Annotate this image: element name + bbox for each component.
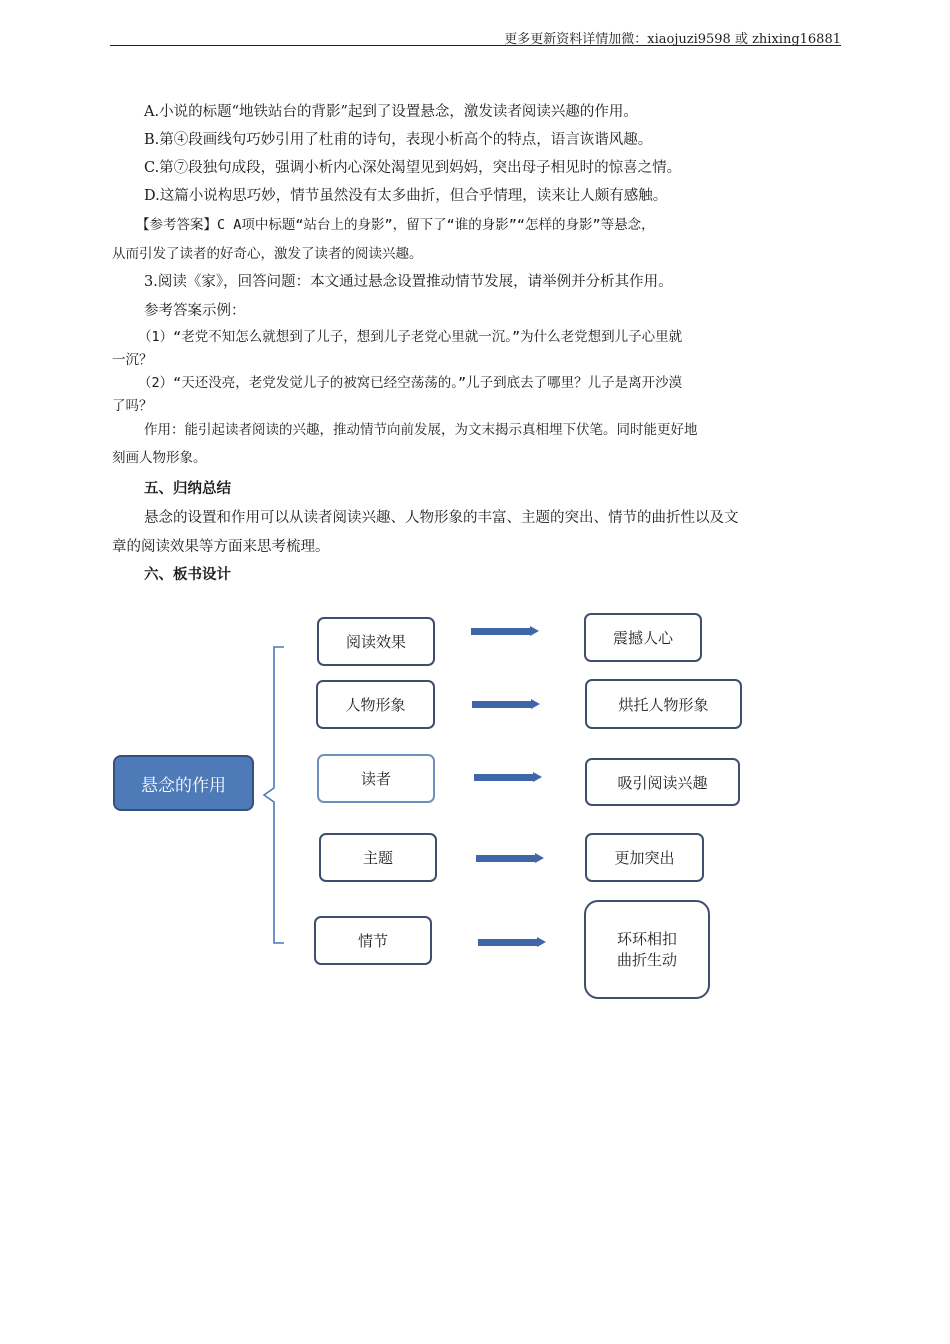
- diagram-root: 悬念的作用: [113, 755, 254, 811]
- section-5-heading: 五、归纳总结: [144, 481, 231, 497]
- section-6-heading: 六、板书设计: [144, 567, 231, 583]
- q3-example-1-line-1: （1）“老党不知怎么就想到了儿子，想到儿子老党心里就一沉。”为什么老党想到儿子心里就: [138, 329, 683, 345]
- answer-line-1: 【参考答案】C A项中标题“站台上的身影”，留下了“谁的身影”“怎样的身影”等悬念，: [136, 217, 655, 233]
- section-5-line-1: 悬念的设置和作用可以从读者阅读兴趣、人物形象的丰富、主题的突出、情节的曲折性以及文: [144, 510, 739, 526]
- aspect-character: 人物形象: [316, 680, 435, 729]
- option-d: D.这篇小说构思巧妙，情节虽然没有太多曲折，但合乎情理，读来让人颇有感触。: [144, 188, 668, 204]
- q3-question: 3.阅读《家》，回答问题：本文通过悬念设置推动情节发展，请举例并分析其作用。: [144, 274, 673, 290]
- q3-effect-line-2: 刻画人物形象。: [112, 450, 207, 466]
- effect-plot-line-1: 环环相扣: [616, 929, 677, 948]
- q3-example-2-line-2: 了吗？: [112, 398, 153, 414]
- q3-example-1-line-2: 一沉？: [112, 352, 153, 368]
- effect-interest: 吸引阅读兴趣: [585, 758, 740, 806]
- arrow-3: [474, 772, 542, 783]
- aspect-plot: 情节: [314, 916, 432, 965]
- arrow-1: [471, 626, 539, 637]
- aspect-reader: 读者: [317, 754, 435, 803]
- effect-plot: [584, 900, 710, 999]
- q3-example-2-line-1: （2）“天还没亮，老党发觉儿子的被窝已经空荡荡的。”儿子到底去了哪里？儿子是离开沙漠: [138, 375, 683, 391]
- arrow-4: [476, 853, 544, 864]
- option-b: B.第④段画线句巧妙引用了杜甫的诗句，表现小析高个的特点，语言诙谐风趣。: [144, 132, 653, 148]
- q3-example-label: 参考答案示例：: [144, 303, 246, 319]
- option-a: A.小说的标题“地铁站台的背影”起到了设置悬念，激发读者阅读兴趣的作用。: [144, 104, 638, 120]
- header-rule: [110, 45, 841, 46]
- effect-plot-line-2: 曲折生动: [616, 950, 677, 969]
- q3-effect-line-1: 作用：能引起读者阅读的兴趣，推动情节向前发展，为文末揭示真相埋下伏笔。同时能更好地: [144, 422, 698, 438]
- aspect-reading-effect: 阅读效果: [317, 617, 435, 666]
- answer-line-2: 从而引发了读者的好奇心，激发了读者的阅读兴趣。: [112, 246, 423, 262]
- page-header: 更多更新资料详情加微：xiaojuzi9598 或 zhixing16881: [504, 32, 841, 47]
- arrow-2: [472, 699, 540, 710]
- aspect-theme: 主题: [319, 833, 437, 882]
- arrow-5: [478, 937, 546, 948]
- diagram-brace: [262, 645, 286, 945]
- option-c: C.第⑦段独句成段，强调小析内心深处渴望见到妈妈，突出母子相见时的惊喜之情。: [144, 160, 682, 176]
- effect-character: 烘托人物形象: [585, 679, 742, 729]
- effect-prominent: 更加突出: [585, 833, 704, 882]
- section-5-line-2: 章的阅读效果等方面来思考梳理。: [112, 539, 330, 555]
- effect-shock: 震撼人心: [584, 613, 702, 662]
